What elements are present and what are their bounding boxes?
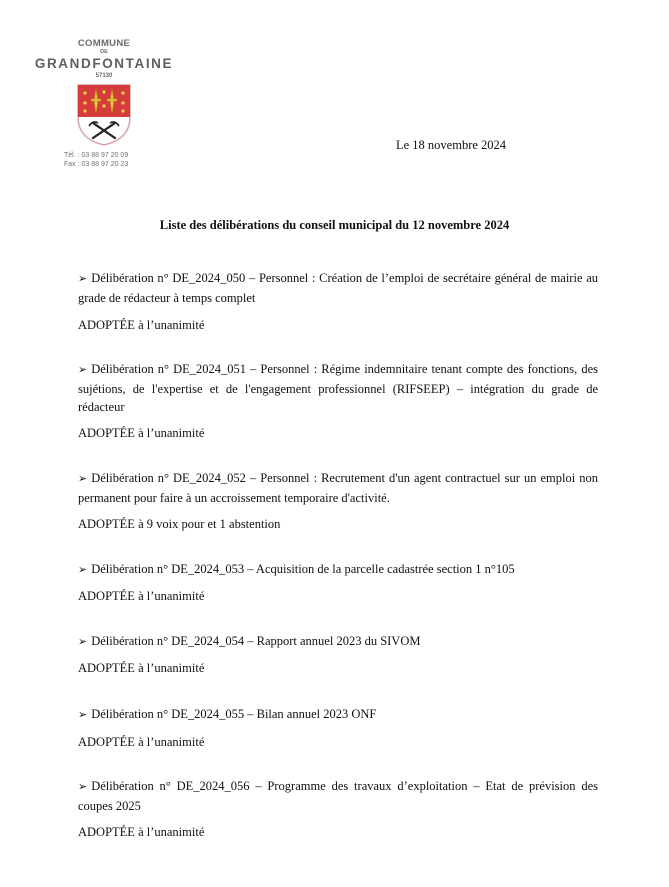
arrow-bullet-icon: ➢ <box>78 363 88 376</box>
deliberation-item <box>78 560 598 580</box>
arrow-bullet-icon: ➢ <box>78 272 88 285</box>
deliberation-item <box>78 269 598 307</box>
deliberation-result: ADOPTÉE à l’unanimité <box>78 426 205 440</box>
arrow-bullet-icon: ➢ <box>78 635 88 648</box>
deliberation-item <box>78 469 598 507</box>
arrow-bullet-icon: ➢ <box>78 780 88 793</box>
deliberation-result: ADOPTÉE à l’unanimité <box>78 318 205 332</box>
deliberation-result: ADOPTÉE à l’unanimité <box>78 661 205 675</box>
deliberation-result: ADOPTÉE à l’unanimité <box>78 735 205 749</box>
letterhead-tel: Tél. : 03 88 97 20 09 <box>64 152 129 159</box>
document-date: Le 18 novembre 2024 <box>396 138 507 152</box>
deliberation-text: Délibération n° DE_2024_054 – Rapport annuel 2023 du SIVOM <box>91 634 421 648</box>
deliberation-text: Délibération n° DE_2024_051 – Personnel : Régime indemnitaire tenant compte des fonctions, des sujétions, de l'expertise et de l'engagement professionnel (RIFSEEP) – intégration du grade de rédacteur <box>78 362 598 414</box>
arrow-bullet-icon: ➢ <box>78 472 88 485</box>
deliberation-text: Délibération n° DE_2024_050 – Personnel : Création de l’emploi de secrétaire général de mairie au grade de rédacteur à temps complet <box>78 271 598 305</box>
letterhead-contact <box>64 151 178 169</box>
letterhead-de: DE <box>100 49 108 55</box>
deliberation-text: Délibération n° DE_2024_052 – Personnel : Recrutement d'un agent contractuel sur un emploi non permanent pour faire à un accroissement temporaire d'activité. <box>78 471 598 505</box>
deliberation-item <box>78 632 598 652</box>
coat-of-arms-icon <box>76 83 132 147</box>
letterhead-commune: COMMUNE <box>77 38 131 49</box>
document-title: Liste des délibérations du conseil municipal du 12 novembre 2024 <box>159 218 510 232</box>
arrow-bullet-icon: ➢ <box>78 708 88 721</box>
deliberation-text: Délibération n° DE_2024_053 – Acquisition de la parcelle cadastrée section 1 n°105 <box>91 562 515 576</box>
letterhead-postcode: 57130 <box>95 73 113 79</box>
deliberation-item <box>78 777 598 815</box>
deliberation-result: ADOPTÉE à l’unanimité <box>78 589 205 603</box>
deliberation-text: Délibération n° DE_2024_055 – Bilan annuel 2023 ONF <box>91 707 377 721</box>
deliberation-result: ADOPTÉE à l’unanimité <box>78 825 205 839</box>
deliberation-item <box>78 705 598 725</box>
deliberation-item <box>78 360 598 417</box>
arrow-bullet-icon: ➢ <box>78 563 88 576</box>
letterhead-fax: Fax : 03 88 97 20 23 <box>64 161 129 168</box>
deliberation-text: Délibération n° DE_2024_056 – Programme des travaux d’exploitation – Etat de prévision des coupes 2025 <box>78 779 598 813</box>
letterhead-town-name: GRANDFONTAINE <box>34 56 174 71</box>
deliberation-result: ADOPTÉE à 9 voix pour et 1 abstention <box>78 517 281 531</box>
letterhead <box>30 38 178 169</box>
